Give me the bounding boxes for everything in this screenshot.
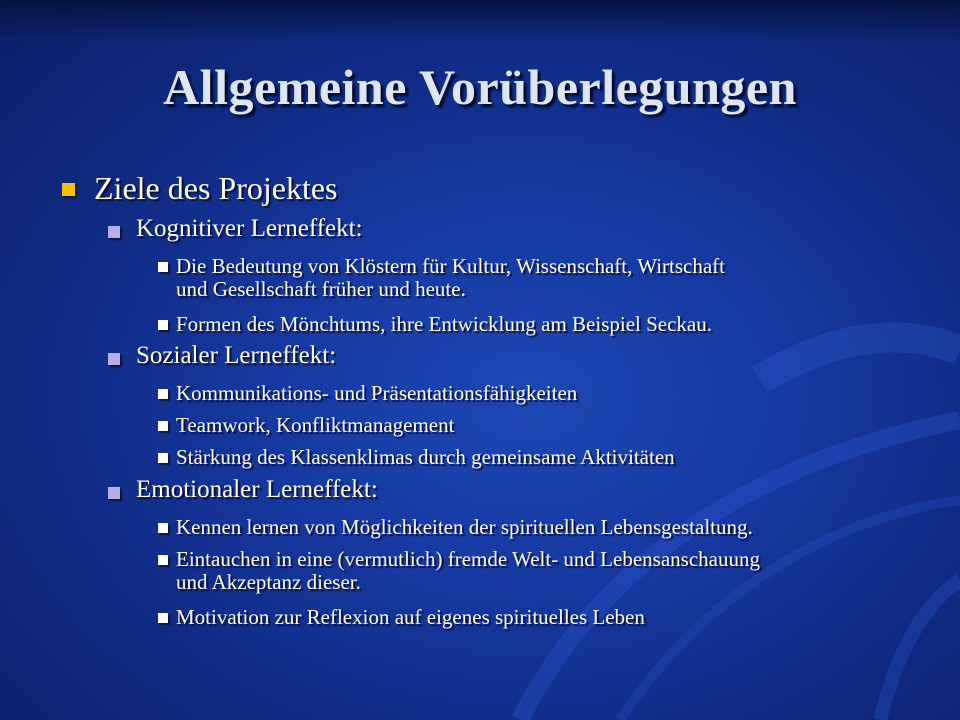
level3-bullet-icon [158,389,168,399]
sozial-item-1: Kommunikations- und Präsentationsfähigkeiten [176,381,578,405]
kognitiv-item-1a: Die Bedeutung von Klöstern für Kultur, Wissenschaft, Wirtschaft [176,254,725,278]
level3-bullet-icon [158,453,168,463]
emotional-item-1: Kennen lernen von Möglichkeiten der spirituellen Lebensgestaltung. [176,515,753,539]
level3-bullet-icon [158,320,168,330]
level2-bullet-icon [108,226,120,238]
level1-text: Ziele des Projektes [94,170,338,206]
level3-bullet-icon [158,555,168,565]
emotional-item-2b: und Akzeptanz dieser. [176,570,361,594]
sozial-heading: Sozialer Lerneffekt: [136,342,337,369]
level3-bullet-icon [158,613,168,623]
slide-title: Allgemeine Vorüberlegungen [163,59,797,115]
level1-bullet-icon [62,183,75,196]
sozial-item-3: Stärkung des Klassenklimas durch gemeinsame Aktivitäten [176,445,675,469]
level3-bullet-icon [158,262,168,272]
kognitiv-item-1b: und Gesellschaft früher und heute. [176,277,466,301]
sozial-item-2: Teamwork, Konfliktmanagement [176,413,455,437]
level2-bullet-icon [108,353,120,365]
kognitiv-heading: Kognitiver Lerneffekt: [136,215,363,242]
level3-bullet-icon [158,523,168,533]
emotional-heading: Emotionaler Lerneffekt: [136,476,378,503]
level2-bullet-icon [108,487,120,499]
emotional-item-2a: Eintauchen in eine (vermutlich) fremde Welt- und Lebensanschauung [176,547,760,571]
emotional-item-3: Motivation zur Reflexion auf eigenes spirituelles Leben [176,605,645,629]
level3-bullet-icon [158,421,168,431]
kognitiv-item-2: Formen des Mönchtums, ihre Entwicklung am Beispiel Seckau. [176,312,712,336]
